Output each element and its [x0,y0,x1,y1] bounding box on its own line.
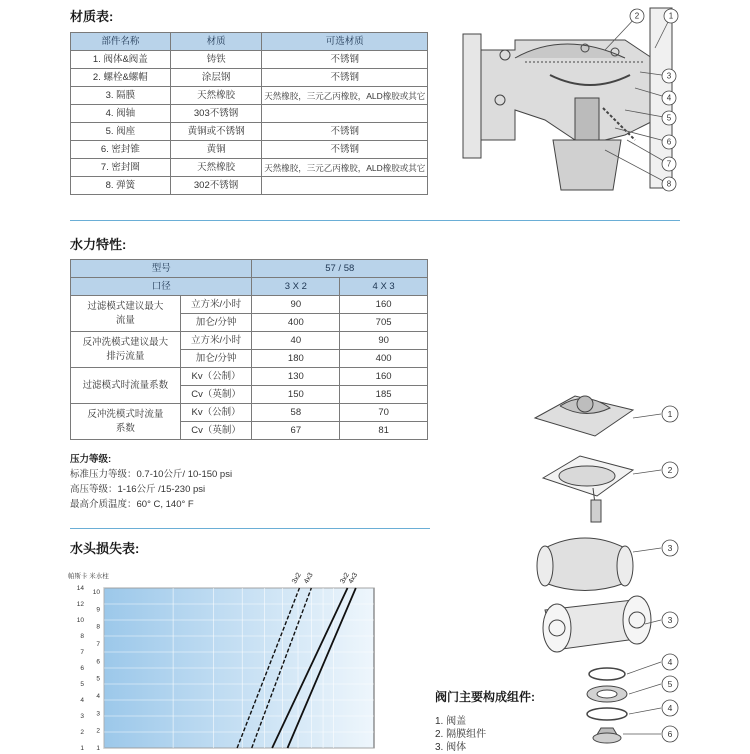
y-tick-right: 10 [92,589,100,596]
part-optional: 天然橡胶，三元乙丙橡胶，ALD橡胶或其它 [262,159,428,177]
y-tick-right: 4 [96,693,100,700]
row-unit: Cv（英制） [180,386,252,404]
part-optional: 不锈钢 [262,141,428,159]
part-name: 1. 阀体&阀盖 [71,51,171,69]
cell-value: 400 [252,314,340,332]
y-tick-left: 5 [80,681,84,688]
components-list [435,715,486,754]
table-row [71,123,428,141]
cell-value: 160 [340,368,428,386]
list-item: 1. 阀盖 [435,716,467,727]
part-name: 6. 密封锥 [71,141,171,159]
part-material: 天然橡胶 [170,87,262,105]
row-unit: Cv（英制） [180,422,252,440]
table-row [71,51,428,69]
pressure-title: 压力等级: [70,454,112,465]
model-row [71,260,428,278]
table-row [71,105,428,123]
row-unit: 加仑/分钟 [180,350,252,368]
part-material: 303不锈钢 [170,105,262,123]
row-unit: 立方米/小时 [180,296,252,314]
cell-value: 40 [252,332,340,350]
table-row [71,87,428,105]
cell-value: 180 [252,350,340,368]
hydraulic-title: 水力特性: [70,237,127,252]
part-name: 7. 密封圈 [71,159,171,177]
exploded-callout-4: 4 [667,657,673,667]
col-header-optional: 可选材质 [262,33,428,51]
exploded-callout-6: 6 [667,729,673,739]
table-row [71,332,428,350]
part-optional [262,105,428,123]
pressure-block [70,452,232,512]
y-tick-right: 1 [96,745,100,750]
valve-exploded-view [515,388,750,750]
exploded-callout-1: 1 [667,409,673,419]
table-row [71,141,428,159]
pressure-line: 高压等级：1-16公斤 /15-230 psi [70,484,206,495]
row-unit: Kv（公制） [180,368,252,386]
exploded-callout-3b: 3 [667,615,673,625]
model-label: 型号 [71,260,252,278]
y-tick-left: 1 [80,745,84,750]
part-optional: 天然橡胶，三元乙丙橡胶，ALD橡胶或其它 [262,87,428,105]
pressure-line: 最高介质温度：60° C, 140° F [70,499,194,510]
part-name: 8. 弹簧 [71,177,171,195]
y-tick-left: 10 [76,617,84,624]
size-row [71,278,428,296]
section-divider-2 [70,528,430,529]
model-value: 57 / 58 [252,260,428,278]
cell-value: 70 [340,404,428,422]
table-row [71,296,428,314]
size-3x2: 3 X 2 [252,278,340,296]
list-item: 3. 阀体 [435,742,467,753]
series-label: 3x2 [339,571,351,585]
col-header-material: 材质 [170,33,262,51]
cell-value: 67 [252,422,340,440]
callout-4: 4 [666,93,672,103]
y-tick-right: 5 [96,675,100,683]
headloss-chart [62,560,392,750]
cell-value: 185 [340,386,428,404]
part-material: 302不锈钢 [170,177,262,195]
row-unit: 加仑/分钟 [180,314,252,332]
cell-value: 400 [340,350,428,368]
size-label: 口径 [71,278,252,296]
section-divider [70,220,680,221]
y-tick-left: 8 [80,633,84,640]
callout-1: 1 [668,11,674,21]
row-unit: Kv（公制） [180,404,252,422]
y-tick-left: 6 [80,665,84,672]
pressure-line: 标准压力等级：0.7-10公斤/ 10-150 psi [70,469,233,480]
callout-3: 3 [666,71,672,81]
callout-2: 2 [634,11,640,21]
y-tick-left: 3 [80,713,84,720]
exploded-callout-5: 5 [667,679,673,689]
table-row [71,159,428,177]
exploded-callout-2: 2 [667,465,673,475]
part-name: 4. 阀轴 [71,105,171,123]
part-material: 铸铁 [170,51,262,69]
materials-table [70,32,428,195]
y-tick-right: 9 [96,606,100,614]
cell-value: 58 [252,404,340,422]
y-tick-right: 2 [96,727,100,735]
exploded-callout-3: 3 [667,543,673,553]
series-label: 4x3 [347,571,360,585]
cell-value: 705 [340,314,428,332]
valve-body-part [545,538,625,591]
y-tick-left: 2 [80,729,84,736]
row-label: 反冲洗模式建议最大 排污流量 [71,332,181,368]
hydraulic-table [70,259,428,440]
part-name: 5. 阀座 [71,123,171,141]
y-tick-left: 7 [80,649,84,656]
table-row [71,69,428,87]
y-tick-left: 12 [76,601,84,608]
part-name: 2. 螺栓&螺帽 [71,69,171,87]
y-tick-left: 4 [80,697,84,704]
chart-unit-label: 帕斯卡 米水柱 [68,573,109,580]
y-tick-right: 8 [96,623,100,631]
callout-8: 8 [666,179,672,189]
part-material: 天然橡胶 [170,159,262,177]
row-label: 反冲洗模式时流量 系数 [71,404,181,440]
part-optional: 不锈钢 [262,123,428,141]
y-tick-left: 14 [76,585,84,592]
y-tick-right: 3 [96,710,100,718]
part-name: 3. 隔膜 [71,87,171,105]
list-item: 2. 隔膜组件 [435,729,487,740]
callout-5: 5 [666,113,672,123]
y-tick-right: 6 [96,658,100,666]
size-4x3: 4 X 3 [340,278,428,296]
row-unit: 立方米/小时 [180,332,252,350]
valve-section-drawing [455,0,750,200]
cell-value: 150 [252,386,340,404]
part-optional: 不锈钢 [262,69,428,87]
cell-value: 90 [252,296,340,314]
col-header-part: 部件名称 [71,33,171,51]
series-label: 3x2 [291,571,303,585]
part-material: 涂层钢 [170,69,262,87]
components-title: 阀门主要构成组件: [435,690,535,704]
materials-header-row [71,33,428,51]
table-row [71,177,428,195]
cell-value: 130 [252,368,340,386]
exploded-callout-4b: 4 [667,703,673,713]
table-row [71,404,428,422]
row-label: 过滤模式时流量系数 [71,368,181,404]
y-tick-right: 7 [96,641,100,648]
cell-value: 90 [340,332,428,350]
callout-6: 6 [666,137,672,147]
cell-value: 160 [340,296,428,314]
part-material: 黄铜或不锈钢 [170,123,262,141]
part-optional: 不锈钢 [262,51,428,69]
table-row [71,368,428,386]
part-material: 黄铜 [170,141,262,159]
row-label: 过滤模式建议最大 流量 [71,296,181,332]
materials-title: 材质表: [70,9,114,24]
series-label: 4x3 [302,571,315,585]
callout-7: 7 [666,159,672,169]
cell-value: 81 [340,422,428,440]
part-optional [262,177,428,195]
headloss-title: 水头损失表: [70,541,140,556]
